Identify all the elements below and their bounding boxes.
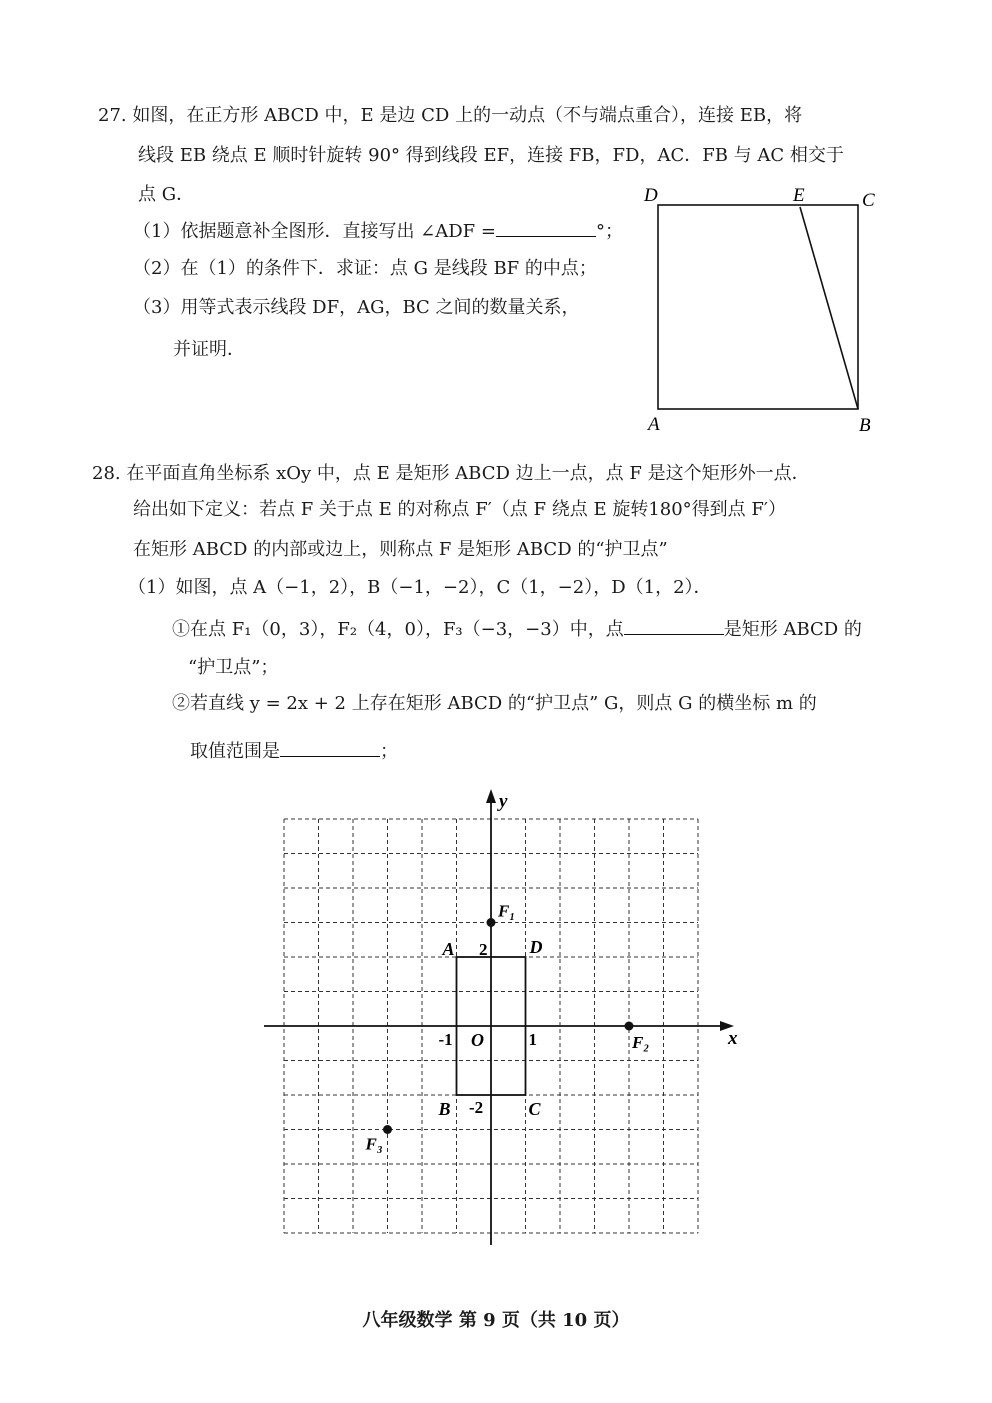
- q27-line2: 线段 EB 绕点 E 顺时针旋转 90° 得到线段 EF，连接 FB，FD，AC．FB 与 AC 相交于: [138, 145, 844, 166]
- label-c: C: [862, 190, 875, 211]
- q27-line1: 27. 如图，在正方形 ABCD 中，E 是边 CD 上的一动点（不与端点重合），连接 EB，将: [98, 105, 803, 126]
- origin-label: O: [471, 1030, 484, 1050]
- page-footer: 八年级数学 第 9 页（共 10 页）: [362, 1310, 630, 1331]
- q28-sub1-text: ①在点 F₁（0，3），F₂（4，0），F₃（−3，−3）中，点: [172, 619, 624, 640]
- q27-part3b: 并证明．: [173, 339, 245, 360]
- q27-part2: （2）在（1）的条件下．求证：点 G 是线段 BF 的中点；: [133, 258, 597, 279]
- point-label-f2: F₂: [632, 1033, 650, 1052]
- q27-part1: [133, 218, 623, 244]
- q28-line3: 在矩形 ABCD 的内部或边上，则称点 F 是矩形 ABCD 的“护卫点”: [133, 539, 668, 560]
- q28-line2: 给出如下定义：若点 F 关于点 E 的对称点 F′（点 F 绕点 E 旋转180°得到点 F′）: [133, 499, 786, 520]
- label-b: B: [859, 415, 871, 436]
- tick-label-neg2: -2: [469, 1098, 484, 1117]
- label-e: E: [793, 185, 805, 206]
- label-d: D: [644, 185, 658, 206]
- q28-line1: 28. 在平面直角坐标系 xOy 中，点 E 是矩形 ABCD 边上一点，点 F 是这个矩形外一点．: [92, 463, 810, 484]
- q28-sub1-tail: 是矩形 ABCD 的: [723, 619, 862, 640]
- q28-sub1-line2: “护卫点”；: [188, 657, 279, 678]
- q27-part3a: （3）用等式表示线段 DF，AG，BC 之间的数量关系，: [133, 297, 580, 318]
- rect-label-b: B: [438, 1099, 451, 1119]
- q28-part1: （1）如图，点 A（−1，2），B（−1，−2），C（1，−2），D（1，2）．: [128, 577, 712, 598]
- point-f3: [383, 1125, 392, 1134]
- segment-eb: [800, 207, 858, 409]
- q28-sub2-text: 取值范围是: [190, 741, 280, 762]
- q28-coordinate-grid: [250, 780, 750, 1250]
- tick-label-2: 2: [479, 940, 488, 959]
- y-axis-arrow: [486, 789, 496, 803]
- q28-sub1-blank[interactable]: [624, 616, 724, 635]
- q28-sub2-tail: ；: [380, 741, 398, 762]
- q28-sub2-line1: ②若直线 y = 2x + 2 上存在矩形 ABCD 的“护卫点” G，则点 G 的横坐标 m 的: [172, 693, 817, 714]
- axis-x-label: x: [728, 1028, 738, 1049]
- q28-sub1: [172, 616, 862, 642]
- point-label-f3: F₃: [365, 1134, 383, 1154]
- tick-label-neg1: -1: [438, 1030, 453, 1049]
- axis-y-label: y: [499, 791, 508, 812]
- tick-label-1: 1: [528, 1030, 537, 1049]
- q28-sub2-blank[interactable]: [280, 738, 380, 757]
- q27-part1-unit: °；: [595, 221, 623, 242]
- q27-square-figure: [630, 180, 890, 440]
- rect-label-c: C: [528, 1099, 541, 1119]
- q28-sub2-line2: [190, 738, 398, 764]
- q27-answer-blank[interactable]: [496, 218, 596, 237]
- label-a: A: [648, 414, 660, 435]
- q27-part1-text: （1）依据题意补全图形．直接写出 ∠ADF =: [133, 221, 496, 242]
- point-label-f1: F₁: [498, 901, 516, 921]
- point-f1: [487, 918, 496, 927]
- point-f2: [625, 1022, 634, 1031]
- rect-label-d: D: [529, 937, 543, 957]
- rect-label-a: A: [442, 939, 455, 959]
- q27-line3: 点 G．: [138, 184, 195, 205]
